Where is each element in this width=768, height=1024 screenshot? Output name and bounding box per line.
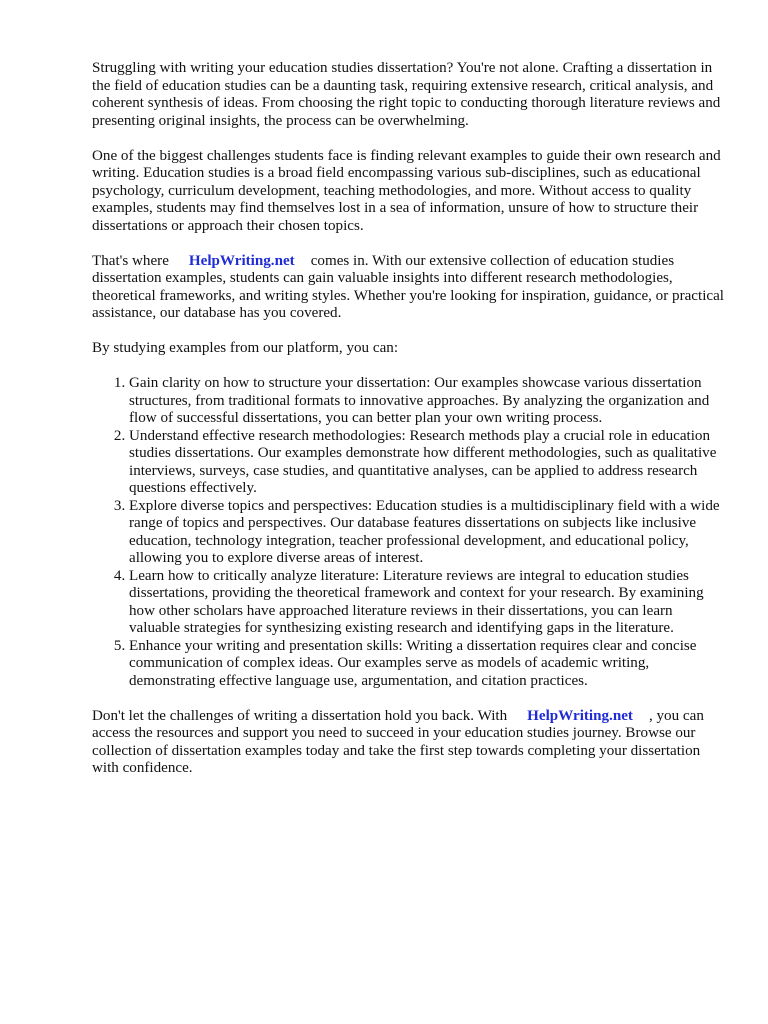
- challenge-paragraph: One of the biggest challenges students face is finding relevant examples to guide their own research and writing. Education studies is a broad field encompassing various sub-disciplines, such as educational psychology, curriculum development, teaching methodologies, and more. Without access to quality examples, students may find themselves lost in a sea of information, unsure of how to structure their dissertations or approach their chosen topics.: [92, 147, 721, 234]
- helpwriting-body-text: comes in. With our extensive collection of education studies dissertation examples, students can gain valuable insights into different research methodologies, theoretical frameworks, and writing styles. Whether you're looking for inspiration, guidance, or practical assistance, our database has you covered.: [92, 252, 724, 321]
- list-item: 1. Gain clarity on how to structure your dissertation: Our examples showcase various dissertation structures, from traditional formats to innovative approaches. By analyzing the organization and flow of successful dissertations, you can better plan your own writing process.: [129, 375, 724, 428]
- document-page: [92, 60, 724, 795]
- helpwriting-link[interactable]: HelpWriting.net: [188, 252, 295, 269]
- helpwriting-lead-text: That's where: [92, 252, 169, 269]
- list-item: 3. Explore diverse topics and perspectives: Education studies is a multidisciplinary field with a wide range of topics and perspectives. Our database features dissertations on subjects like inclusive education, technology integration, teacher professional development, and educational policy, allowing you to explore diverse areas of interest.: [129, 498, 724, 568]
- benefits-list: [92, 375, 724, 690]
- closing-helpwriting-link[interactable]: HelpWriting.net: [527, 707, 633, 724]
- closing-paragraph: [92, 708, 724, 778]
- closing-lead-text: Don't let the challenges of writing a dissertation hold you back. With: [92, 707, 508, 724]
- intro-paragraph: Struggling with writing your education studies dissertation? You're not alone. Crafting a dissertation in the field of education studies can be a daunting task, requiring extensive research, critical analysis, and coherent synthesis of ideas. From choosing the right topic to conducting thorough literature reviews and presenting original insights, the process can be overwhelming.: [92, 60, 721, 129]
- list-item: 2. Understand effective research methodologies: Research methods play a crucial role in education studies dissertations. Our examples demonstrate how different methodologies, such as qualitative interviews, surveys, case studies, and quantitative analyses, can be applied to address research questions effectively.: [129, 428, 724, 498]
- helpwriting-paragraph: [92, 253, 724, 323]
- list-item: 4. Learn how to critically analyze literature: Literature reviews are integral to education studies dissertations, providing the theoretical framework and context for your research. By examining how other scholars have approached literature reviews in their dissertations, you can learn valuable strategies for synthesizing existing research and identifying gaps in the literature.: [129, 568, 724, 638]
- list-item: 5. Enhance your writing and presentation skills: Writing a dissertation requires clear and concise communication of complex ideas. Our examples serve as models of academic writing, demonstrating effective language use, argumentation, and citation practices.: [129, 638, 724, 691]
- list-intro-paragraph: By studying examples from our platform, you can:: [92, 340, 399, 356]
- closing-body-text: , you can access the resources and support you need to succeed in your education studies journey. Browse our collection of dissertation examples today and take the first step towards completing your dissertation with confidence.: [92, 707, 704, 776]
